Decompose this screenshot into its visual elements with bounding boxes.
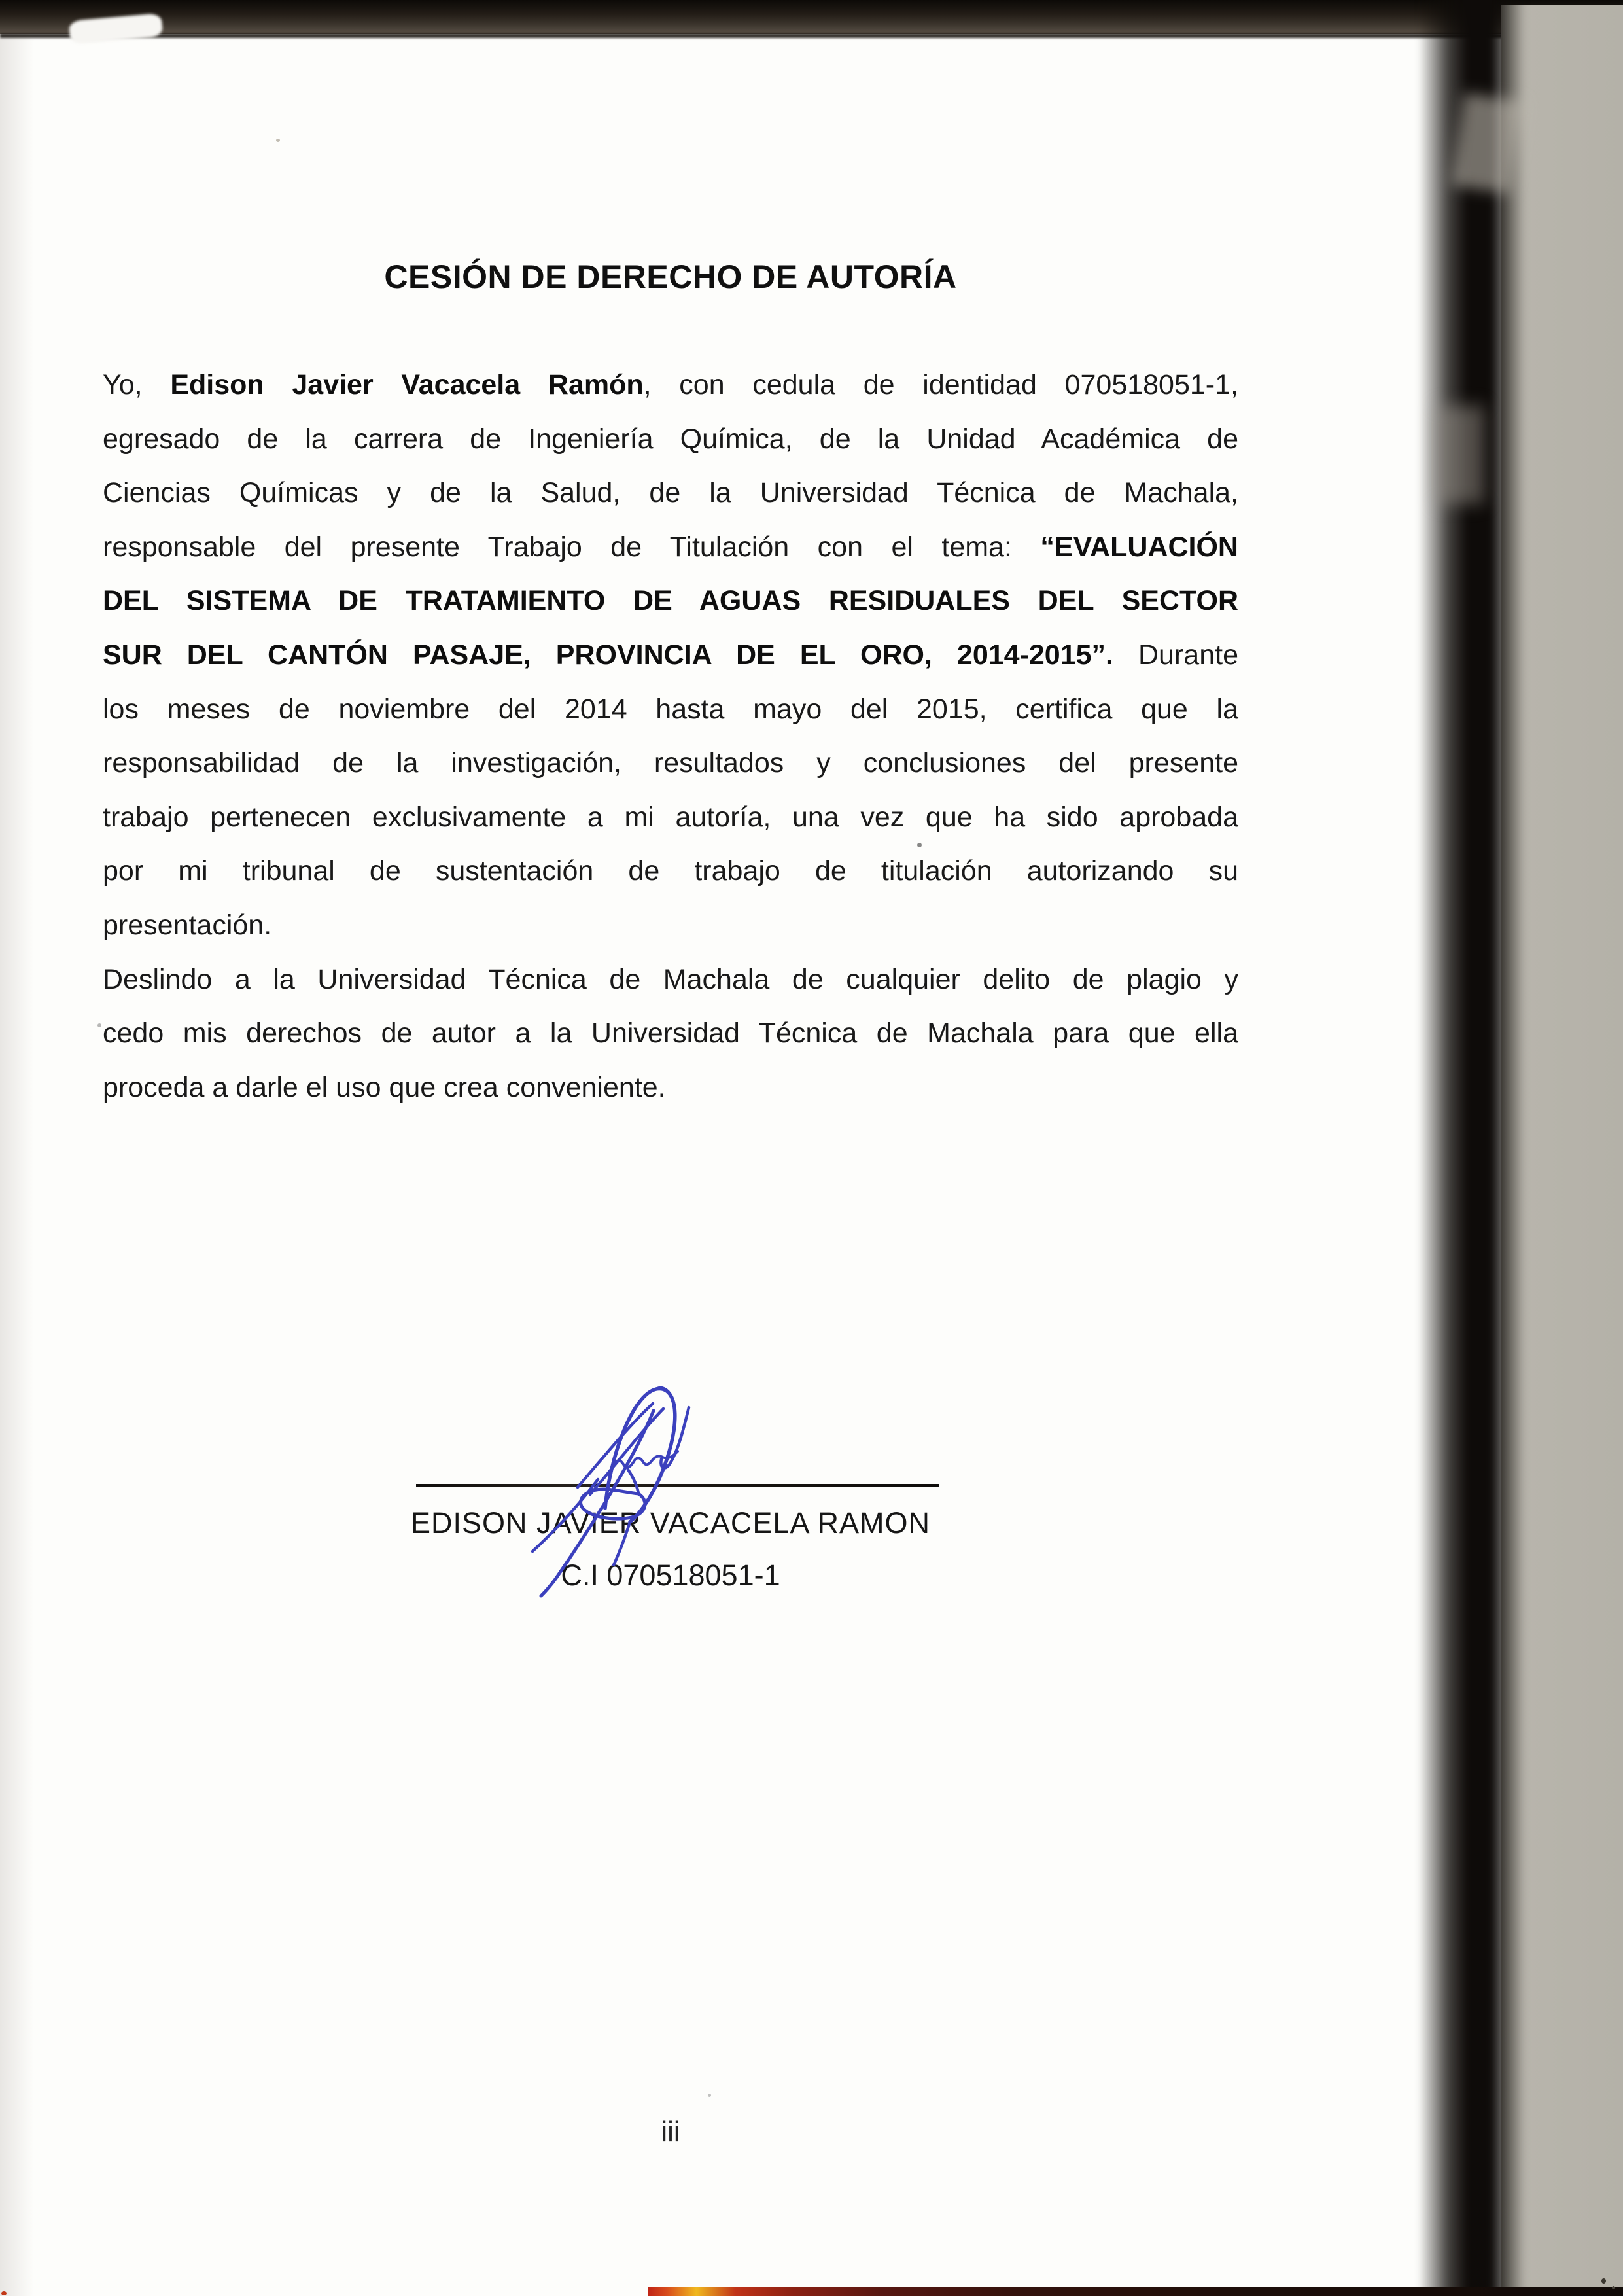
scan-speck: [276, 139, 280, 142]
scan-smudge: [1452, 93, 1524, 193]
body-line: [103, 574, 1238, 628]
text-segment: egresado de la carrera de Ingeniería Química, de la Unidad Académica de: [103, 423, 1238, 455]
body-line: [103, 358, 1238, 412]
text-segment: proceda a darle el uso que crea conveniente.: [103, 1071, 666, 1103]
signatory-name: EDISON JAVIER VACACELA RAMON: [410, 1506, 930, 1540]
signatory-id-number: C.I 070518051-1: [561, 1559, 780, 1592]
scan-smudge: [1437, 406, 1484, 504]
text-segment: responsable del presente Trabajo de Titulación con el tema:: [103, 531, 1041, 563]
text-segment: Deslindo a la Universidad Técnica de Machala de cualquier delito de plagio y: [103, 963, 1238, 995]
body-line: [103, 466, 1238, 520]
scan-speck: [1612, 2286, 1615, 2289]
text-segment: por mi tribunal de sustentación de trabajo de titulación autorizando su: [103, 855, 1238, 887]
body-line: [103, 1006, 1238, 1061]
scan-speck: [1601, 2278, 1606, 2284]
text-segment: DEL SISTEMA DE TRATAMIENTO DE AGUAS RESIDUALES DEL SECTOR: [103, 585, 1238, 617]
text-segment: , con cedula de identidad 070518051-1,: [643, 369, 1238, 400]
page-number: iii: [661, 2115, 680, 2147]
body-paragraphs: [103, 358, 1238, 1114]
text-segment: presentación.: [103, 909, 272, 941]
text-segment: Yo,: [103, 369, 171, 400]
text-segment: Ciencias Químicas y de la Salud, de la Universidad Técnica de Machala,: [103, 477, 1238, 509]
text-segment: cedo mis derechos de autor a la Universidad Técnica de Machala para que ella: [103, 1017, 1238, 1050]
body-line: [103, 790, 1238, 845]
scan-speck: [708, 2094, 711, 2097]
text-segment: responsabilidad de la investigación, resultados y conclusiones del presente: [103, 747, 1238, 779]
scan-speck: [917, 843, 922, 847]
handwritten-signature: [517, 1348, 798, 1623]
scan-left-gradient: [0, 0, 34, 2296]
text-segment: Edison Javier Vacacela Ramón: [170, 369, 644, 400]
body-line: [103, 736, 1238, 790]
scan-top-edge-line: [0, 33, 1544, 38]
text-segment: SUR DEL CANTÓN PASAJE, PROVINCIA DE EL ORO, 2014-2015”.: [103, 639, 1113, 671]
scan-top-shadow: [0, 0, 1623, 34]
body-line: [103, 520, 1238, 574]
body-line: [103, 682, 1238, 737]
page-title: CESIÓN DE DERECHO DE AUTORÍA: [384, 258, 957, 295]
text-segment: trabajo pertenecen exclusivamente a mi autoría, una vez que ha sido aprobada: [103, 801, 1238, 833]
scan-speck: [97, 1023, 101, 1027]
scan-speck: [1, 2291, 7, 2295]
body-line: [103, 898, 1238, 953]
body-line: [103, 412, 1238, 467]
body-line: [103, 1061, 1238, 1115]
body-line: [103, 628, 1238, 682]
text-segment: Durante: [1113, 639, 1238, 671]
body-line: [103, 953, 1238, 1007]
text-segment: “EVALUACIÓN: [1040, 531, 1238, 563]
body-line: [103, 844, 1238, 898]
scan-bottom-color-strip: [648, 2287, 1623, 2296]
book-spine-shadow: [1418, 0, 1526, 2296]
text-segment: los meses de noviembre del 2014 hasta mayo del 2015, certifica que la: [103, 693, 1238, 725]
